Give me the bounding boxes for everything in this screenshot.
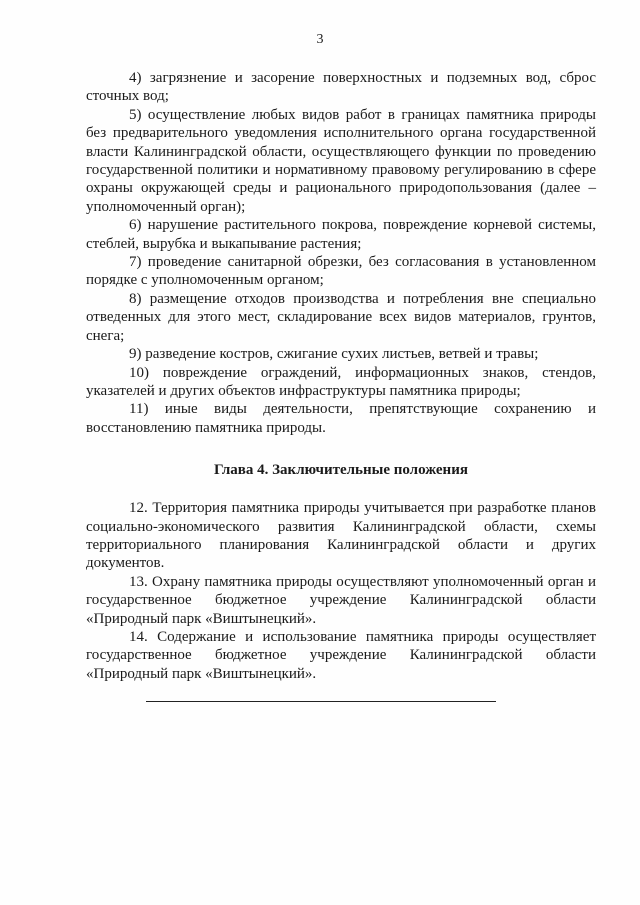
end-of-document-rule <box>146 701 496 702</box>
chapter-heading: Глава 4. Заключительные положения <box>214 462 468 479</box>
final-provision-14: 14. Содержание и использование памятника природы осуществляет государственное бюджетное учреждение Калининградской области «Природный парк «Виштынецкий». <box>86 628 596 682</box>
document-body <box>86 69 596 683</box>
prohibition-item-6: 6) нарушение растительного покрова, повреждение корневой системы, стеблей, вырубка и выкапывание растения; <box>86 217 596 252</box>
final-provision-12: 12. Территория памятника природы учитывается при разработке планов социально-экономического развития Калининградской области, схемы территориального планирования Калининградской области и других документов. <box>86 500 596 572</box>
prohibition-item-5: 5) осуществление любых видов работ в границах памятника природы без предварительного уведомления исполнительного органа государственной власти Калининградской области, осуществляющего функции по проведению государственной политики и нормативному правовому регулированию в сфере охраны окружающей среды и рационального природопользования (далее – уполномоченный орган); <box>86 106 596 215</box>
prohibition-item-10: 10) повреждение ограждений, информационных знаков, стендов, указателей и других объектов инфраструктуры памятника природы; <box>86 364 596 399</box>
prohibition-item-11: 11) иные виды деятельности, препятствующие сохранению и восстановлению памятника природы. <box>86 401 596 436</box>
final-provision-13: 13. Охрану памятника природы осуществляют уполномоченный орган и государственное бюджетное учреждение Калининградской области «Природный парк «Виштынецкий». <box>86 573 596 627</box>
prohibition-item-9: 9) разведение костров, сжигание сухих листьев, ветвей и травы; <box>129 346 539 363</box>
page-number: 3 <box>316 32 324 47</box>
prohibition-item-8: 8) размещение отходов производства и потребления вне специально отведенных для этого мест, складирование всех видов материалов, грунтов, снега; <box>86 290 596 344</box>
prohibition-item-4: 4) загрязнение и засорение поверхностных и подземных вод, сброс сточных вод; <box>86 70 596 105</box>
prohibition-item-7: 7) проведение санитарной обрезки, без согласования в установленном порядке с уполномоченным органом; <box>86 254 596 289</box>
